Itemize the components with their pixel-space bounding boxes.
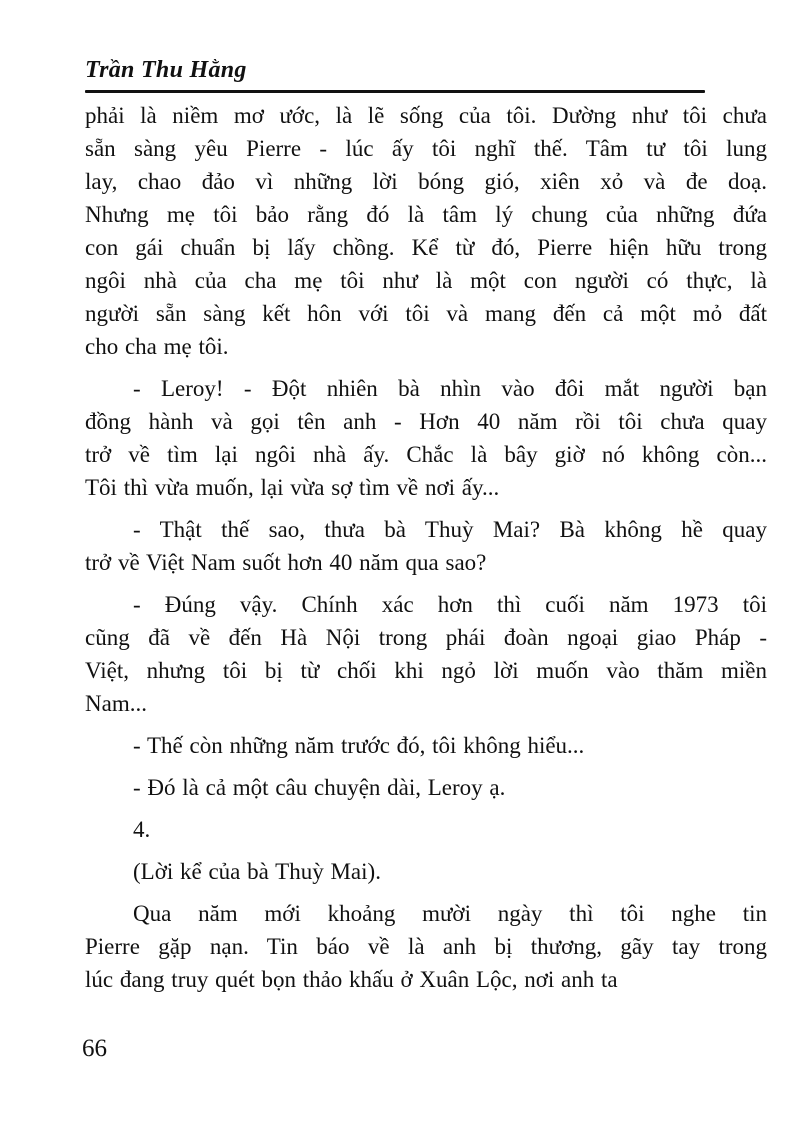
- text-line: trở về tìm lại ngôi nhà ấy. Chắc là bây giờ nó không còn...: [85, 442, 767, 467]
- text-line: đồng hành và gọi tên anh - Hơn 40 năm rồi tôi chưa quay: [85, 409, 767, 434]
- text-line: sẵn sàng yêu Pierre - lúc ấy tôi nghĩ thế. Tâm tư tôi lung: [85, 136, 767, 161]
- paragraph: [85, 372, 767, 504]
- paragraph: [85, 855, 767, 888]
- author-name: Trần Thu Hằng: [85, 57, 247, 83]
- text-line: cũng đã về đến Hà Nội trong phái đoàn ngoại giao Pháp -: [85, 625, 767, 650]
- text-line: con gái chuẩn bị lấy chồng. Kể từ đó, Pierre hiện hữu trong: [85, 235, 767, 260]
- paragraph: [85, 588, 767, 720]
- header-rule: [85, 90, 705, 93]
- text-line: - Thế còn những năm trước đó, tôi không hiểu...: [133, 733, 585, 758]
- text-line: người sẵn sàng kết hôn với tôi và mang đến cả một mỏ đất: [85, 301, 767, 326]
- text-line: - Leroy! - Đột nhiên bà nhìn vào đôi mắt người bạn: [133, 376, 767, 401]
- body-text: [85, 99, 767, 996]
- running-header: [85, 56, 707, 84]
- text-line: Việt, nhưng tôi bị từ chối khi ngỏ lời muốn vào thăm miền: [85, 658, 767, 683]
- text-line: lúc đang truy quét bọn thảo khấu ở Xuân Lộc, nơi anh ta: [85, 967, 618, 992]
- text-line: ngôi nhà của cha mẹ tôi như là một con người có thực, là: [85, 268, 767, 293]
- text-line: phải là niềm mơ ước, là lẽ sống của tôi. Dường như tôi chưa: [85, 103, 767, 128]
- paragraph: [85, 513, 767, 579]
- page-number: 66: [82, 1035, 107, 1062]
- text-line: - Đó là cả một câu chuyện dài, Leroy ạ.: [133, 775, 506, 800]
- text-line: Qua năm mới khoảng mười ngày thì tôi nghe tin: [133, 901, 767, 926]
- text-line: cho cha mẹ tôi.: [85, 334, 229, 359]
- text-line: 4.: [133, 817, 151, 842]
- text-line: Pierre gặp nạn. Tin báo về là anh bị thương, gãy tay trong: [85, 934, 767, 959]
- text-line: trở về Việt Nam suốt hơn 40 năm qua sao?: [85, 550, 487, 575]
- text-line: lay, chao đảo vì những lời bóng gió, xiên xỏ và đe doạ.: [85, 169, 767, 194]
- text-line: Nhưng mẹ tôi bảo rằng đó là tâm lý chung của những đứa: [85, 202, 767, 227]
- paragraph: [85, 771, 767, 804]
- text-line: Tôi thì vừa muốn, lại vừa sợ tìm về nơi ấy...: [85, 475, 500, 500]
- text-line: - Đúng vậy. Chính xác hơn thì cuối năm 1973 tôi: [133, 592, 767, 617]
- paragraph: [85, 813, 767, 846]
- text-line: - Thật thế sao, thưa bà Thuỳ Mai? Bà không hề quay: [133, 517, 767, 542]
- paragraph: [85, 729, 767, 762]
- paragraph: [85, 897, 767, 996]
- paragraph: [85, 99, 767, 363]
- text-line: (Lời kể của bà Thuỳ Mai).: [133, 859, 381, 884]
- text-line: Nam...: [85, 691, 147, 716]
